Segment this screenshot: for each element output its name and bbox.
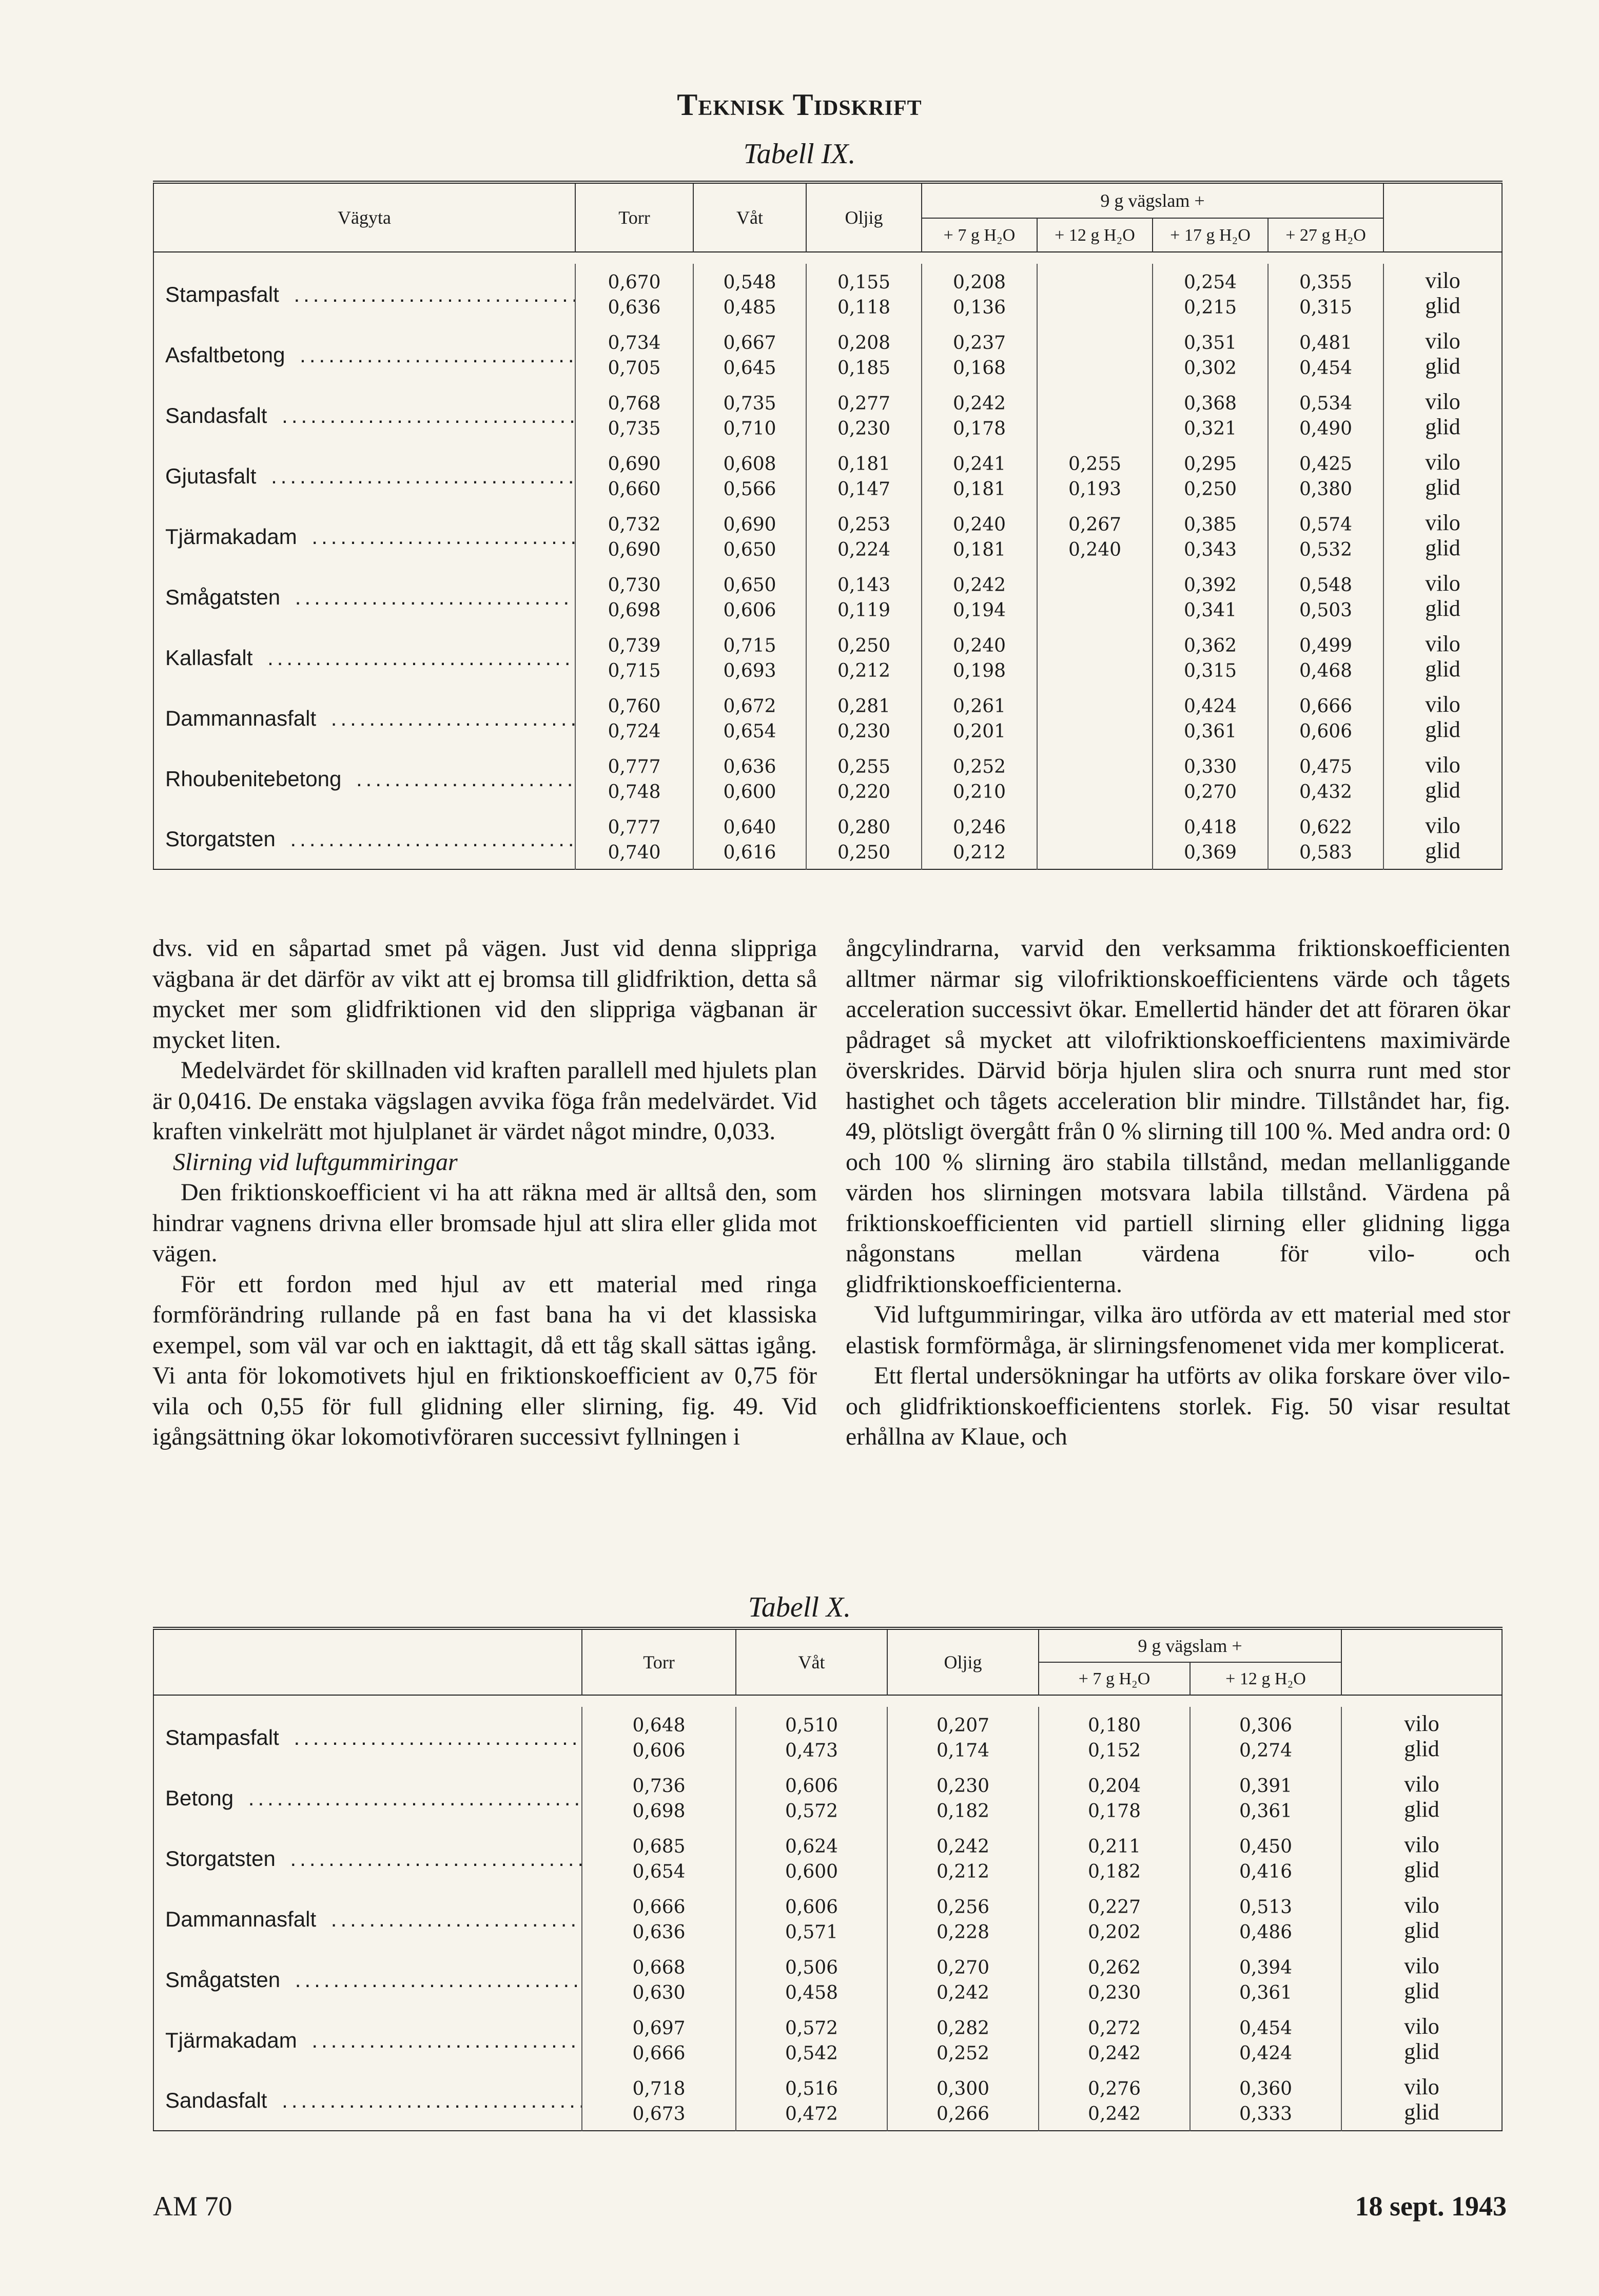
value-cell [1037,688,1153,748]
friction-type: vilo glid [1383,567,1502,627]
table-row [153,809,1502,869]
page-number: AM 70 [153,2191,232,2222]
value-cell: 0,650 0,606 [693,567,806,627]
surface-name: Kallasfalt ..... [153,627,575,688]
body-right-column [846,933,1510,1452]
surface-name: Sandasfalt ..... [153,385,575,445]
t10-header-oily: Oljig [887,1628,1039,1695]
value-cell: 0,513 0,486 [1190,1889,1341,1949]
value-cell [1037,567,1153,627]
table-row [153,1949,1502,2010]
value-cell: 0,454 0,424 [1190,2010,1341,2070]
value-cell: 0,534 0,490 [1268,385,1383,445]
value-cell: 0,394 0,361 [1190,1949,1341,2010]
value-cell: 0,667 0,645 [693,324,806,385]
value-cell: 0,262 0,230 [1039,1949,1190,2010]
value-cell: 0,424 0,361 [1153,688,1268,748]
value-cell: 0,668 0,630 [582,1949,736,2010]
value-cell: 0,240 0,181 [922,506,1037,567]
paragraph: Vid luftgummiringar, vilka äro utförda av ett material med stor elastisk formförmåga, är slirningsfenomenet vida mer komplicerat. [846,1301,1510,1359]
friction-type: vilo glid [1383,264,1502,324]
friction-type: vilo glid [1341,1767,1502,1828]
paragraph: Ett flertal undersökningar ha utförts av olika forskare över vilo- och glidfriktionskoefficientens storlek. Fig. 50 visar resultat erhållna av Klaue, och [846,1362,1510,1450]
value-cell: 0,475 0,432 [1268,748,1383,809]
value-cell: 0,300 0,266 [887,2070,1039,2131]
table-row [153,385,1502,445]
table-row [153,1889,1502,1949]
value-cell: 0,572 0,542 [736,2010,887,2070]
table-9-caption: Tabell IX. [743,138,856,170]
value-cell: 0,181 0,147 [806,445,922,506]
value-cell [1037,264,1153,324]
friction-type: vilo glid [1383,324,1502,385]
surface-name: Dammannasfalt ..... [153,688,575,748]
value-cell: 0,368 0,321 [1153,385,1268,445]
value-cell: 0,255 0,193 [1037,445,1153,506]
paragraph: Den friktionskoefficient vi ha att räkna med är alltså den, som hindrar vagnens drivna eller bromsade hjul att slira eller glida mot vägen. [152,1179,817,1267]
value-cell: 0,481 0,454 [1268,324,1383,385]
value-cell: 0,237 0,168 [922,324,1037,385]
table-row [153,748,1502,809]
value-cell: 0,760 0,724 [575,688,693,748]
value-cell: 0,282 0,252 [887,2010,1039,2070]
value-cell: 0,450 0,416 [1190,1828,1341,1889]
value-cell: 0,306 0,274 [1190,1707,1341,1767]
value-cell: 0,690 0,650 [693,506,806,567]
value-cell: 0,208 0,136 [922,264,1037,324]
paragraph: dvs. vid en såpartad smet på vägen. Just vid denna slippriga vägbana är det därför av vikt att ej bromsa till glidfriktion, detta så mycket mer som glidfriktionen vid den slippriga vägbanan är mycket liten. [152,935,817,1054]
value-cell: 0,355 0,315 [1268,264,1383,324]
paragraph: Medelvärdet för skillnaden vid kraften parallell med hjulets plan är 0,0416. De enstaka vägslagen avvika föga från medelvärdet. Vid kraften vinkelrätt mot hjulplanet är värdet något mindre, 0,033. [152,1057,817,1145]
value-cell: 0,739 0,715 [575,627,693,688]
surface-name: Stampasfalt ..... [153,1707,582,1767]
surface-name: Rhoubenitebetong ..... [153,748,575,809]
t10-header-mud-7: + 7 g H₂O [1039,1662,1190,1695]
value-cell: 0,418 0,369 [1153,809,1268,869]
header-oily: Oljig [806,182,922,252]
table-9 [153,181,1503,870]
paragraph: Slirning vid luftgummiringar [173,1148,458,1176]
value-cell: 0,392 0,341 [1153,567,1268,627]
value-cell: 0,670 0,636 [575,264,693,324]
value-cell: 0,672 0,654 [693,688,806,748]
friction-type: vilo glid [1383,809,1502,869]
value-cell: 0,574 0,532 [1268,506,1383,567]
table-row [153,1707,1502,1767]
surface-name: Sandasfalt ..... [153,2070,582,2131]
value-cell: 0,606 0,572 [736,1767,887,1828]
value-cell: 0,624 0,600 [736,1828,887,1889]
value-cell: 0,606 0,571 [736,1889,887,1949]
value-cell: 0,242 0,212 [887,1828,1039,1889]
value-cell: 0,267 0,240 [1037,506,1153,567]
value-cell: 0,204 0,178 [1039,1767,1190,1828]
t10-header-wet: Våt [736,1628,887,1695]
value-cell: 0,230 0,182 [887,1767,1039,1828]
value-cell: 0,211 0,182 [1039,1828,1190,1889]
table-row [153,506,1502,567]
table-10 [153,1627,1503,2131]
value-cell: 0,648 0,606 [582,1707,736,1767]
value-cell: 0,227 0,202 [1039,1889,1190,1949]
surface-name: Gjutasfalt ..... [153,445,575,506]
value-cell: 0,391 0,361 [1190,1767,1341,1828]
value-cell: 0,207 0,174 [887,1707,1039,1767]
friction-type: vilo glid [1383,385,1502,445]
journal-title: Teknisk Tidskrift [677,88,922,122]
table-row [153,445,1502,506]
value-cell: 0,506 0,458 [736,1949,887,2010]
table-row [153,1767,1502,1828]
value-cell [1037,385,1153,445]
table-row [153,2010,1502,2070]
body-left-column [152,933,817,1452]
value-cell: 0,777 0,740 [575,809,693,869]
value-cell: 0,666 0,606 [1268,688,1383,748]
value-cell: 0,270 0,242 [887,1949,1039,2010]
value-cell [1037,809,1153,869]
header-mud-12: + 12 g H₂O [1037,218,1153,252]
header-dry: Torr [575,182,693,252]
value-cell: 0,777 0,748 [575,748,693,809]
value-cell: 0,180 0,152 [1039,1707,1190,1767]
value-cell: 0,360 0,333 [1190,2070,1341,2131]
friction-type: vilo glid [1383,688,1502,748]
value-cell: 0,261 0,201 [922,688,1037,748]
surface-name: Stampasfalt ..... [153,264,575,324]
friction-type: vilo glid [1383,748,1502,809]
value-cell: 0,253 0,224 [806,506,922,567]
value-cell: 0,685 0,654 [582,1828,736,1889]
header-mud-27: + 27 g H₂O [1268,218,1383,252]
table-row [153,627,1502,688]
table-row [153,567,1502,627]
value-cell: 0,697 0,666 [582,2010,736,2070]
value-cell: 0,240 0,198 [922,627,1037,688]
value-cell: 0,295 0,250 [1153,445,1268,506]
friction-type: vilo glid [1341,1949,1502,2010]
value-cell: 0,281 0,230 [806,688,922,748]
table-row [153,1828,1502,1889]
header-mud-17: + 17 g H₂O [1153,218,1268,252]
issue-date: 18 sept. 1943 [1355,2191,1507,2222]
value-cell: 0,330 0,270 [1153,748,1268,809]
value-cell: 0,499 0,468 [1268,627,1383,688]
table-row [153,324,1502,385]
header-surface: Vägyta [338,207,391,228]
surface-name: Storgatsten ..... [153,809,575,869]
value-cell: 0,734 0,705 [575,324,693,385]
value-cell: 0,666 0,636 [582,1889,736,1949]
value-cell: 0,715 0,693 [693,627,806,688]
value-cell: 0,241 0,181 [922,445,1037,506]
value-cell: 0,276 0,242 [1039,2070,1190,2131]
value-cell: 0,256 0,228 [887,1889,1039,1949]
table-row [153,688,1502,748]
value-cell: 0,516 0,472 [736,2070,887,2131]
value-cell [1037,748,1153,809]
value-cell: 0,277 0,230 [806,385,922,445]
paragraph: För ett fordon med hjul av ett material med ringa formförändring rullande på en fast bana ha vi det klassiska exempel, som väl var och en iakttagit, då ett tåg skall sättas igång. Vi anta för lokomotivets hjul en friktionskoefficient av 0,75 för vila och 0,55 för full glidning eller slirning, fig. 49. Vid igångsättning ökar lokomotivföraren successivt fyllningen i [152,1270,817,1450]
table-row [153,2070,1502,2131]
friction-type: vilo glid [1383,445,1502,506]
value-cell: 0,242 0,194 [922,567,1037,627]
surface-name: Tjärmakadam ..... [153,2010,582,2070]
surface-name: Smågatsten ..... [153,567,575,627]
friction-type: vilo glid [1341,2010,1502,2070]
value-cell [1037,627,1153,688]
value-cell: 0,155 0,118 [806,264,922,324]
value-cell: 0,272 0,242 [1039,2010,1190,2070]
friction-type: vilo glid [1341,1828,1502,1889]
value-cell: 0,208 0,185 [806,324,922,385]
value-cell: 0,510 0,473 [736,1707,887,1767]
value-cell: 0,252 0,210 [922,748,1037,809]
value-cell: 0,242 0,178 [922,385,1037,445]
header-mud-7: + 7 g H₂O [922,218,1037,252]
value-cell: 0,736 0,698 [582,1767,736,1828]
t10-header-dry: Torr [582,1628,736,1695]
value-cell: 0,730 0,698 [575,567,693,627]
value-cell: 0,362 0,315 [1153,627,1268,688]
value-cell [1037,324,1153,385]
value-cell: 0,622 0,583 [1268,809,1383,869]
value-cell: 0,255 0,220 [806,748,922,809]
surface-name: Smågatsten ..... [153,1949,582,2010]
table-row [153,264,1502,324]
value-cell: 0,636 0,600 [693,748,806,809]
value-cell: 0,608 0,566 [693,445,806,506]
friction-type: vilo glid [1383,506,1502,567]
value-cell: 0,548 0,503 [1268,567,1383,627]
header-wet: Våt [693,182,806,252]
friction-type: vilo glid [1341,2070,1502,2131]
value-cell: 0,718 0,673 [582,2070,736,2131]
surface-name: Asfaltbetong ..... [153,324,575,385]
value-cell: 0,280 0,250 [806,809,922,869]
value-cell: 0,640 0,616 [693,809,806,869]
value-cell: 0,732 0,690 [575,506,693,567]
value-cell: 0,768 0,735 [575,385,693,445]
surface-name: Dammannasfalt ..... [153,1889,582,1949]
t10-header-mud-group: 9 g vägslam + [1039,1628,1341,1662]
table-10-caption: Tabell X. [748,1591,851,1623]
value-cell: 0,690 0,660 [575,445,693,506]
friction-type: vilo glid [1383,627,1502,688]
value-cell: 0,548 0,485 [693,264,806,324]
surface-name: Betong ..... [153,1767,582,1828]
surface-name: Tjärmakadam ..... [153,506,575,567]
value-cell: 0,143 0,119 [806,567,922,627]
friction-type: vilo glid [1341,1889,1502,1949]
value-cell: 0,246 0,212 [922,809,1037,869]
value-cell: 0,250 0,212 [806,627,922,688]
paragraph: ångcylindrarna, varvid den verksamma friktionskoefficienten alltmer närmar sig vilofriktionskoefficientens värde och tågets acceleration successivt ökar. Emellertid händer det att föraren ökar pådraget så mycket att vilofriktionskoefficientens maximivärde överskrides. Därvid börja hjulen slira och snurra runt med stor hastighet och tågets acceleration blir mindre. Tillståndet har, fig. 49, plötsligt övergått från 0 % slirning till 100 %. Med andra ord: 0 och 100 % slirning äro stabila tillstånd, medan mellanliggande värden hos slirningen motsvara labila tillstånd. Värdena på friktionskoefficienten vid partiell slirning eller glidning ligga någonstans mellan värdena för vilo- och glidfriktionskoefficienterna. [846,935,1510,1298]
surface-name: Storgatsten ..... [153,1828,582,1889]
value-cell: 0,425 0,380 [1268,445,1383,506]
value-cell: 0,385 0,343 [1153,506,1268,567]
value-cell: 0,351 0,302 [1153,324,1268,385]
value-cell: 0,254 0,215 [1153,264,1268,324]
value-cell: 0,735 0,710 [693,385,806,445]
friction-type: vilo glid [1341,1707,1502,1767]
header-mud-group: 9 g vägslam + [922,182,1383,218]
t10-header-mud-12: + 12 g H₂O [1190,1662,1341,1695]
